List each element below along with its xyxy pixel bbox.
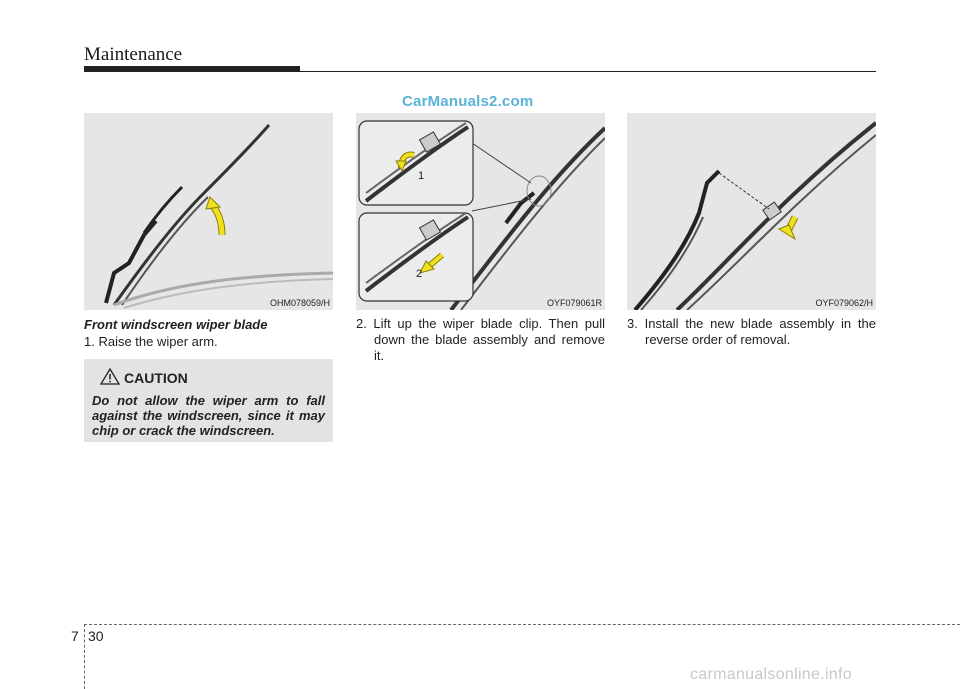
figure-code: OYF079062/H [815, 298, 873, 308]
figure-remove-blade [356, 113, 605, 310]
wiper-arm-raised-illustration [84, 113, 333, 310]
figure-code: OHM078059/H [269, 298, 330, 308]
figure-raise-wiper-arm [84, 113, 333, 310]
caution-title: CAUTION [124, 370, 188, 386]
step-2-text: 2. Lift up the wiper blade clip. Then pull down the blade assembly and remove it. [356, 316, 605, 363]
footer-divider [84, 624, 85, 689]
warning-triangle-icon [100, 368, 120, 385]
header-bar [84, 66, 300, 72]
figure-code: OYF079061R [546, 298, 602, 308]
footer-rule [84, 624, 960, 625]
caution-header [92, 367, 325, 387]
step-3-text: 3. Install the new blade assembly in the reverse order of removal. [627, 316, 876, 347]
watermark-top: CarManuals2.com [402, 93, 534, 110]
caution-box [84, 359, 333, 442]
figure-install-blade [627, 113, 876, 310]
callout-2: 2 [416, 268, 423, 280]
page-number: 30 [88, 628, 104, 644]
watermark-bottom: carmanualsonline.info [690, 666, 852, 683]
subheading: Front windscreen wiper blade [84, 317, 268, 332]
section-title: Maintenance [84, 44, 183, 65]
caution-text: Do not allow the wiper arm to fall against the windscreen, since it may chip or crack the windscreen. [92, 393, 325, 438]
blade-install-illustration [627, 113, 876, 310]
step-1-text: 1. Raise the wiper arm. [84, 334, 218, 349]
chapter-number: 7 [71, 628, 79, 644]
callout-1: 1 [418, 170, 425, 182]
blade-clip-illustration [356, 113, 605, 310]
header-rule [300, 71, 876, 72]
